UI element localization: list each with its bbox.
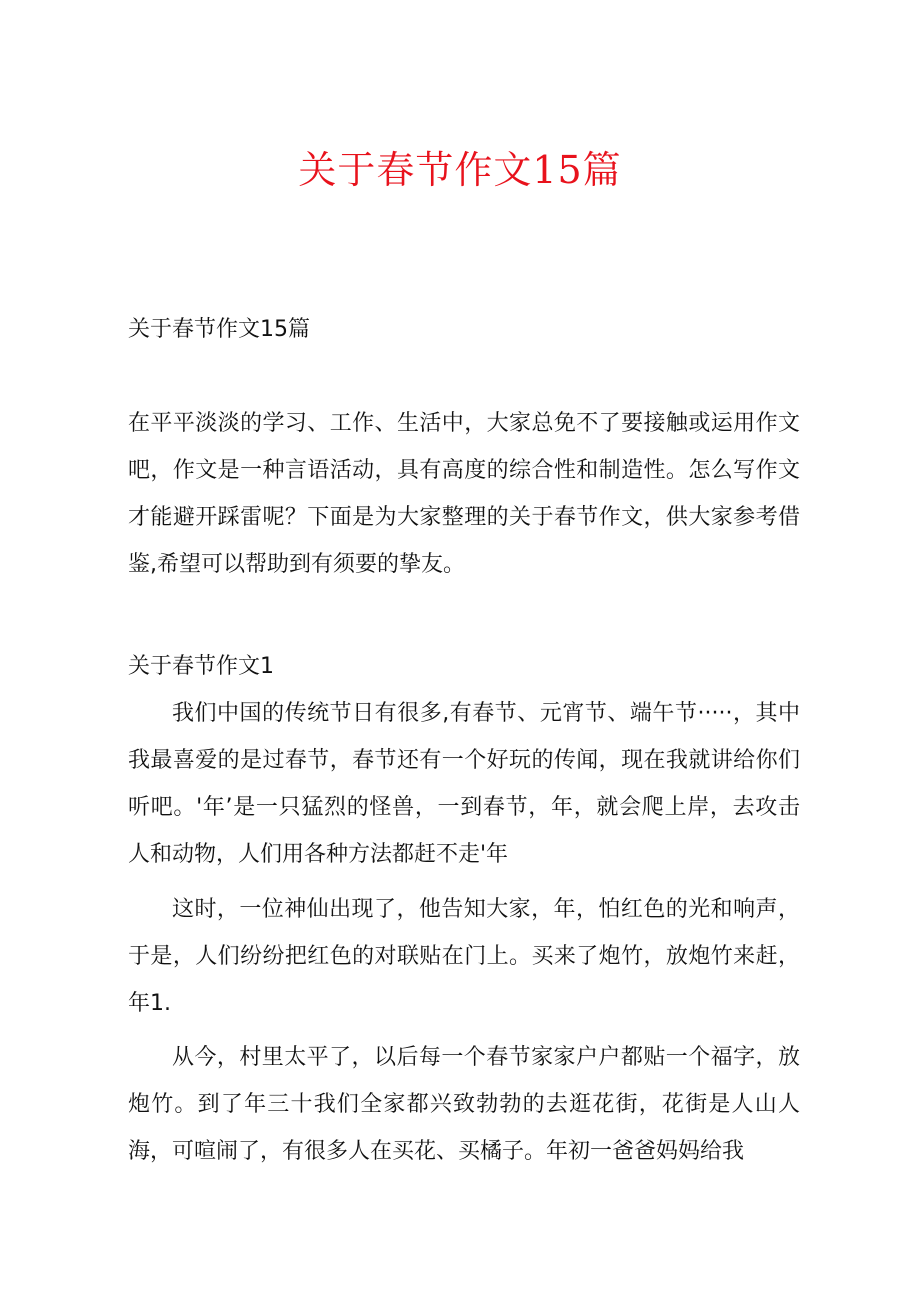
body-paragraph-2 [128,886,800,1027]
paragraph-text: 这时，一位神仙出现了，他告知大家，年，怕红色的光和响声，于是，人们纷纷把红色的对联贴在门上。买来了炮竹，放炮竹来赶，年1. [128,897,800,1016]
section-heading-text: 关于春节作文1 [128,654,274,679]
intro-text: 在平平淡淡的学习、工作、生活中，大家总免不了要接触或运用作文吧，作文是一种言语活动，具有高度的综合性和制造性。怎么写作文才能避开踩雷呢？下面是为大家整理的关于春节作文，供大家参考借鉴,希望可以帮助到有须要的挚友。 [128,411,800,577]
document-subtitle [128,306,800,353]
body-paragraph-1 [128,690,800,878]
paragraph-text: 我们中国的传统节日有很多,有春节、元宵节、端午节·····，其中我最喜爱的是过春节，春节还有一个好玩的传闻，现在我就讲给你们听吧。'年’是一只猛烈的怪兽，一到春节，年，就会爬上岸，去攻击人和动物，人们用各种方法都赶不走'年 [128,701,800,867]
intro-paragraph [128,400,800,588]
body-paragraph-3 [128,1034,800,1175]
document-title: 关于春节作文15篇 [298,148,622,192]
subtitle-text: 关于春节作文15篇 [128,317,310,342]
section-heading [128,643,800,690]
paragraph-text: 从今，村里太平了，以后每一个春节家家户户都贴一个福字，放炮竹。到了年三十我们全家都兴致勃勃的去逛花街，花街是人山人海，可喧闹了，有很多人在买花、买橘子。年初一爸爸妈妈给我 [128,1045,800,1164]
